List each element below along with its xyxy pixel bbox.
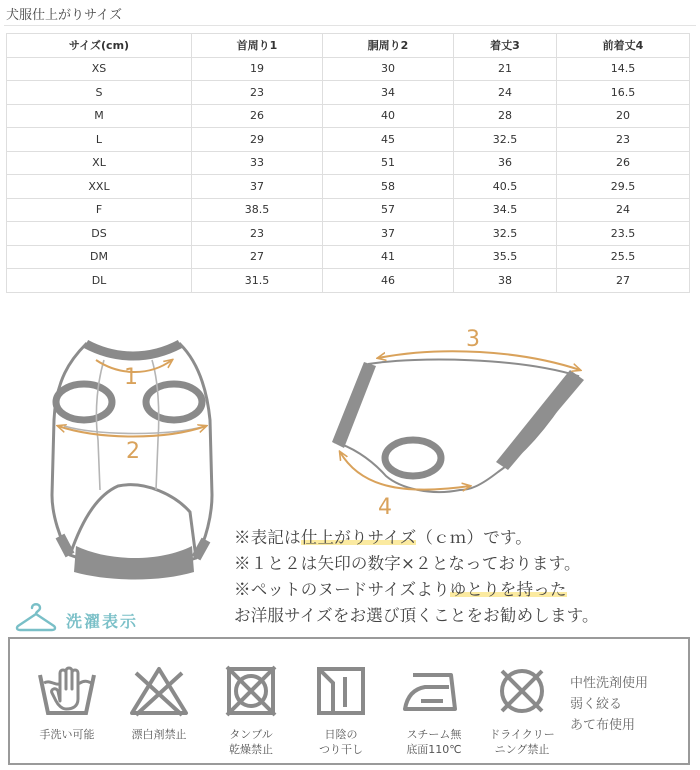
measurement-cell: 23 <box>192 81 323 105</box>
size-cell: S <box>7 81 192 105</box>
measurement-cell: 14.5 <box>557 57 690 81</box>
measurement-cell: 29 <box>192 128 323 152</box>
note-line-1: ※表記は仕上がりサイズ（ｃｍ）です。 <box>234 528 532 547</box>
washing-heading <box>14 600 174 636</box>
table-header-row <box>7 34 690 58</box>
measurement-cell: 32.5 <box>454 128 557 152</box>
front-view-garment <box>52 344 212 580</box>
measurement-cell: 57 <box>323 198 454 222</box>
measurement-cell: 40 <box>323 104 454 128</box>
iron-low-icon <box>399 663 469 719</box>
care-item-iron-low <box>392 663 476 757</box>
care-item-hand-wash <box>32 663 102 742</box>
measurement-cell: 58 <box>323 175 454 199</box>
care-note: 中性洗剤使用 弱く絞る あて布使用 <box>570 676 649 733</box>
measurement-cell: 21 <box>454 57 557 81</box>
measurement-cell: 35.5 <box>454 245 557 269</box>
measurement-cell: 28 <box>454 104 557 128</box>
measurement-cell: 45 <box>323 128 454 152</box>
measurement-cell: 51 <box>323 151 454 175</box>
measurement-cell: 23 <box>557 128 690 152</box>
measurement-cell: 26 <box>557 151 690 175</box>
left-armhole <box>56 384 112 420</box>
table-row <box>7 175 690 199</box>
note-line-3: ※ペットのヌードサイズよりゆとりを持った <box>234 580 567 599</box>
care-label-no-bleach: 漂白剤禁止 <box>131 728 187 741</box>
title-divider <box>4 25 696 26</box>
measurement-cell: 27 <box>557 269 690 293</box>
side-view-garment <box>332 327 584 520</box>
size-cell: DM <box>7 245 192 269</box>
table-row <box>7 81 690 105</box>
measurement-cell: 20 <box>557 104 690 128</box>
table-row <box>7 245 690 269</box>
table-row <box>7 198 690 222</box>
right-armhole <box>146 384 202 420</box>
measurement-cell: 23.5 <box>557 222 690 246</box>
care-symbols-box <box>8 637 690 765</box>
measurement-cell: 46 <box>323 269 454 293</box>
header-chest: 胴周り2 <box>323 34 454 58</box>
measurement-cell: 24 <box>557 198 690 222</box>
size-cell: XL <box>7 151 192 175</box>
table-body <box>7 57 690 292</box>
measurement-cell: 23 <box>192 222 323 246</box>
measurement-cell: 38.5 <box>192 198 323 222</box>
label-neck: 1 <box>124 365 138 390</box>
header-size: サイズ(cm) <box>7 34 192 58</box>
size-cell: M <box>7 104 192 128</box>
size-cell: L <box>7 128 192 152</box>
measurement-cell: 16.5 <box>557 81 690 105</box>
page-title: 犬服仕上がりサイズ <box>6 8 122 23</box>
measurement-cell: 37 <box>323 222 454 246</box>
size-cell: F <box>7 198 192 222</box>
size-cell: XXL <box>7 175 192 199</box>
care-item-no-bleach <box>124 663 194 742</box>
side-bottom-band <box>496 370 584 470</box>
header-length: 着丈3 <box>454 34 557 58</box>
label-front-length: 4 <box>378 495 392 520</box>
care-item-line-dry-shade <box>306 663 376 757</box>
side-armhole <box>385 440 441 476</box>
care-label-no-tumble-dry: タンブル 乾燥禁止 <box>229 728 273 756</box>
label-length: 3 <box>466 327 480 352</box>
size-cell: XS <box>7 57 192 81</box>
note-line-2: ※１と２は矢印の数字×２となっております。 <box>234 554 581 573</box>
table-row <box>7 269 690 293</box>
care-item-no-dry-clean <box>480 663 564 757</box>
table-row <box>7 104 690 128</box>
measurement-cell: 29.5 <box>557 175 690 199</box>
size-cell: DL <box>7 269 192 293</box>
care-label-hand-wash: 手洗い可能 <box>39 728 95 741</box>
size-cell: DS <box>7 222 192 246</box>
hand-wash-icon <box>36 663 98 719</box>
measurement-cell: 27 <box>192 245 323 269</box>
measurement-cell: 26 <box>192 104 323 128</box>
measurement-cell: 37 <box>192 175 323 199</box>
care-item-no-tumble-dry <box>216 663 286 757</box>
measurement-cell: 34 <box>323 81 454 105</box>
measurement-cell: 25.5 <box>557 245 690 269</box>
measurement-cell: 19 <box>192 57 323 81</box>
care-label-line-dry-shade: 日陰の つり干し <box>319 728 363 756</box>
measurement-cell: 30 <box>323 57 454 81</box>
measurement-cell: 31.5 <box>192 269 323 293</box>
care-label-iron-low: スチーム無 底面110℃ <box>406 728 462 756</box>
no-dry-clean-icon <box>494 663 550 719</box>
size-table <box>6 33 690 293</box>
front-bottom-band <box>74 546 194 580</box>
table-row <box>7 151 690 175</box>
measurement-cell: 33 <box>192 151 323 175</box>
size-notes <box>234 525 694 629</box>
no-bleach-icon <box>128 663 190 719</box>
measurement-cell: 40.5 <box>454 175 557 199</box>
note-line-4: お洋服サイズをお選び頂くことをお勧めします。 <box>234 606 599 625</box>
line-dry-shade-icon <box>313 663 369 719</box>
header-neck: 首周り1 <box>192 34 323 58</box>
measurement-cell: 36 <box>454 151 557 175</box>
washing-title: 洗濯表示 <box>66 612 139 631</box>
side-collar-band <box>332 362 376 448</box>
hanger-icon <box>14 600 58 634</box>
measurement-cell: 24 <box>454 81 557 105</box>
table-row <box>7 57 690 81</box>
table-row <box>7 128 690 152</box>
label-chest: 2 <box>126 439 140 464</box>
measurement-cell: 32.5 <box>454 222 557 246</box>
measurement-cell: 34.5 <box>454 198 557 222</box>
measurement-cell: 41 <box>323 245 454 269</box>
table-row <box>7 222 690 246</box>
measurement-cell: 38 <box>454 269 557 293</box>
no-tumble-dry-icon <box>223 663 279 719</box>
header-front-length: 前着丈4 <box>557 34 690 58</box>
care-label-no-dry-clean: ドライクリー ニング禁止 <box>489 728 555 756</box>
